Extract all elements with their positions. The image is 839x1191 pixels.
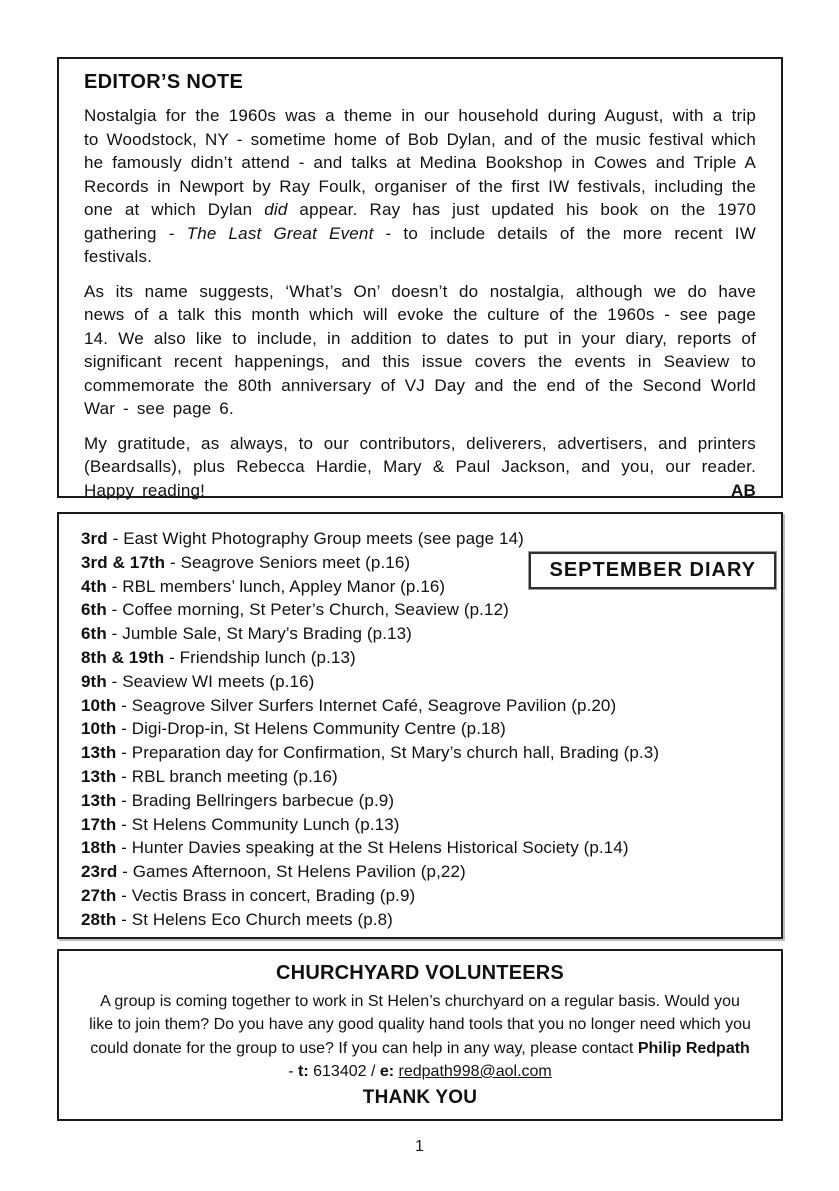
- diary-event: Games Afternoon, St Helens Pavilion (p,22): [132, 862, 466, 882]
- diary-separator: -: [106, 600, 123, 620]
- diary-separator: -: [106, 671, 123, 691]
- editors-note-paragraph-1: [84, 104, 756, 269]
- diary-separator: -: [116, 814, 132, 834]
- diary-separator: -: [164, 647, 180, 667]
- diary-event: Coffee morning, St Peter’s Church, Seaview (p.12): [122, 600, 509, 620]
- diary-event: Seaview WI meets (p.16): [122, 671, 315, 691]
- text-segment: A group is coming together to work in St Helen’s churchyard on a regular basis. Would you like to join them? Do you have any good quality hand tools that you no longer need which you could donate for the group to use? If you can help in any way, please contact: [89, 993, 751, 1057]
- text-segment: As its name suggests, ‘What’s On’ doesn’t do nostalgia, although we do have news of a talk this month which will evoke the culture of the 1960s - see page 14. We also like to include, in addition to dates to put in your diary, reports of significant recent happenings, and this issue covers the events in Seaview to commemorate the 80th anniversary of VJ Day and the end of the Second World War - see page 6.: [84, 281, 756, 418]
- diary-date: 18th: [81, 838, 117, 858]
- contact-name: Philip Redpath: [637, 1039, 750, 1057]
- diary-date: 23rd: [81, 862, 118, 882]
- diary-separator: -: [106, 576, 123, 596]
- diary-separator: -: [107, 529, 124, 548]
- diary-entry: [81, 741, 761, 765]
- diary-event: Hunter Davies speaking at the St Helens Historical Society (p.14): [131, 838, 629, 858]
- text-segment: - to include details of the more recent IW festivals.: [84, 223, 756, 266]
- diary-separator: -: [165, 552, 181, 572]
- diary-date: 13th: [81, 766, 117, 786]
- september-diary-section: [57, 512, 783, 939]
- italic-book-did: did: [264, 200, 288, 219]
- diary-entry: [81, 860, 761, 884]
- diary-separator: -: [106, 624, 123, 644]
- diary-entry: [81, 765, 761, 789]
- editor-initials: AB: [731, 480, 756, 500]
- editors-note-paragraph-3: [84, 432, 756, 503]
- diary-date: 3rd & 17th: [81, 552, 166, 572]
- diary-date: 10th: [81, 695, 117, 715]
- diary-entry: [81, 527, 761, 551]
- diary-entry: [81, 884, 761, 908]
- churchyard-body: [87, 990, 753, 1083]
- diary-event: Seagrove Seniors meet (p.16): [180, 552, 411, 572]
- diary-date: 13th: [81, 743, 117, 763]
- diary-date: 6th: [81, 624, 107, 644]
- diary-event: East Wight Photography Group meets (see page 14): [123, 529, 524, 548]
- diary-event: Seagrove Silver Surfers Internet Café, Seagrove Pavilion (p.20): [131, 695, 617, 715]
- italic-book-title: The Last Great Event: [186, 223, 374, 243]
- diary-entry: [81, 646, 761, 670]
- thank-you-text: THANK YOU: [362, 1087, 478, 1109]
- diary-separator: -: [116, 790, 132, 810]
- diary-separator: -: [116, 838, 132, 858]
- diary-date: 13th: [81, 790, 117, 810]
- diary-event: St Helens Community Lunch (p.13): [131, 814, 400, 834]
- diary-event: Digi-Drop-in, St Helens Community Centre (p.18): [131, 719, 506, 739]
- diary-event: Vectis Brass in concert, Brading (p.9): [131, 885, 416, 905]
- diary-date: 27th: [81, 885, 117, 905]
- diary-entry: [81, 717, 761, 741]
- diary-entry: [81, 813, 761, 837]
- churchyard-title: CHURCHYARD VOLUNTEERS: [276, 962, 564, 984]
- diary-event: Friendship lunch (p.13): [179, 647, 356, 667]
- text-segment: appear. Ray has just updated his book on the 1970 gathering -: [84, 200, 756, 243]
- diary-separator: -: [116, 766, 132, 786]
- diary-entry: [81, 694, 761, 718]
- diary-event: Preparation day for Confirmation, St Mary’s church hall, Brading (p.3): [131, 743, 660, 763]
- diary-date: 17th: [81, 814, 117, 834]
- diary-entry: [81, 598, 761, 622]
- editors-note-section: [57, 57, 783, 498]
- diary-event: RBL branch meeting (p.16): [131, 766, 338, 786]
- diary-event: Brading Bellringers barbecue (p.9): [131, 790, 395, 810]
- diary-separator: -: [116, 695, 132, 715]
- churchyard-volunteers-section: [57, 949, 783, 1121]
- phone-number: 613402 /: [308, 1062, 380, 1080]
- diary-event: St Helens Eco Church meets (p.8): [131, 909, 393, 929]
- phone-label: t:: [298, 1062, 309, 1080]
- diary-date: 4th: [81, 576, 107, 596]
- diary-date: 28th: [81, 909, 117, 929]
- diary-entry: [81, 836, 761, 860]
- diary-date: 6th: [81, 600, 107, 620]
- diary-date: 10th: [81, 719, 117, 739]
- text-segment: -: [288, 1062, 299, 1080]
- september-diary-heading: SEPTEMBER DIARY: [529, 552, 776, 589]
- diary-date: 3rd: [81, 529, 108, 548]
- diary-entry: [81, 622, 761, 646]
- diary-separator: -: [116, 719, 132, 739]
- diary-entry: [81, 789, 761, 813]
- diary-event: Jumble Sale, St Mary’s Brading (p.13): [122, 624, 412, 644]
- diary-separator: -: [116, 885, 132, 905]
- email-label: e:: [379, 1062, 395, 1080]
- diary-date: 8th & 19th: [81, 647, 165, 667]
- editors-note-title: EDITOR’S NOTE: [84, 71, 244, 93]
- diary-date: 9th: [81, 671, 107, 691]
- page-number: 1: [415, 1138, 424, 1155]
- email-link[interactable]: redpath998@aol.com: [398, 1062, 552, 1080]
- diary-event: RBL members’ lunch, Appley Manor (p.16): [122, 576, 446, 596]
- diary-entry: [81, 670, 761, 694]
- editors-note-paragraph-2: [84, 280, 756, 421]
- diary-entry: [81, 908, 761, 932]
- diary-separator: -: [117, 862, 133, 882]
- text-segment: My gratitude, as always, to our contributors, deliverers, advertisers, and printers (Beardsalls), plus Rebecca Hardie, Mary & Paul Jackson, and you, our reader. Happy reading!: [84, 433, 756, 500]
- diary-separator: -: [116, 909, 132, 929]
- text-segment: Nostalgia for the 1960s was a theme in our household during August, with a trip to Woodstock, NY - sometime home of Bob Dylan, and of the music festival which he famously didn’t attend - and talks at Medina Bookshop in Cowes and Triple A Records in Newport by Ray Foulk, organiser of the first IW festivals, including the one at which Dylan: [84, 106, 756, 219]
- diary-separator: -: [116, 743, 132, 763]
